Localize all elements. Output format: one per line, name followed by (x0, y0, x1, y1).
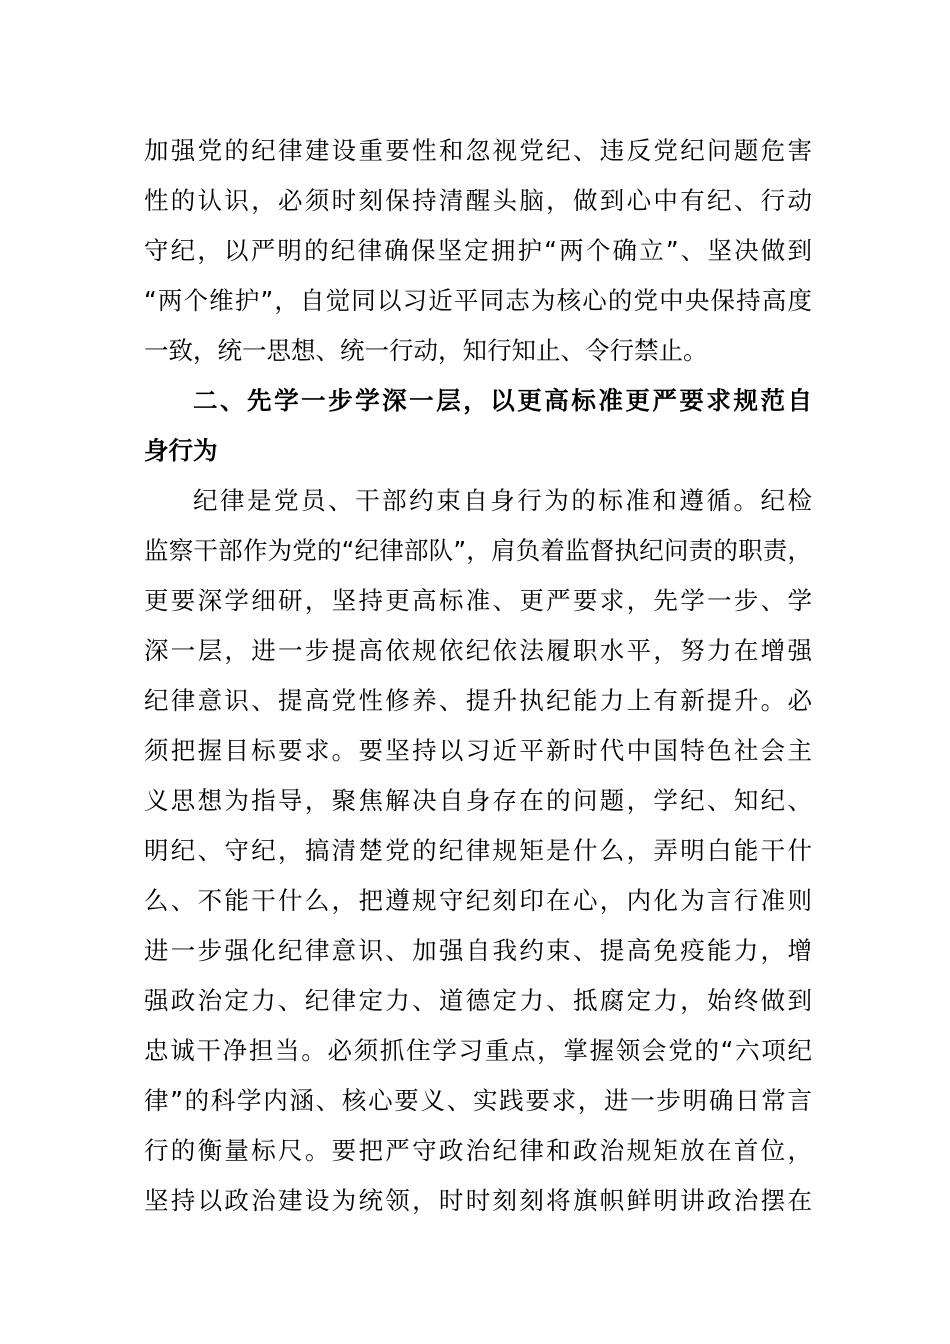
text-line: 纪律是党员、干部约束自身行为的标准和遵循。纪检 (193, 486, 812, 515)
text-line: 更要深学细研，坚持更高标准、更严要求，先学一步、学 (144, 586, 812, 615)
heading-line: 二、先学一步学深一层，以更高标准更严要求规范自 (193, 386, 812, 415)
section-heading (144, 376, 812, 476)
text-line: 强政治定力、纪律定力、道德定力、抵腐定力，始终做到 (144, 986, 812, 1015)
text-line: 深一层，进一步提高依规依纪依法履职水平，努力在增强 (144, 636, 812, 665)
text-line: 义思想为指导，聚焦解决自身存在的问题，学纪、知纪、 (144, 786, 812, 815)
text-line: 进一步强化纪律意识、加强自我约束、提高免疫能力，增 (144, 936, 812, 965)
text-line: 加强党的纪律建设重要性和忽视党纪、违反党纪问题危害 (144, 136, 812, 165)
text-line: 行的衡量标尺。要把严守政治纪律和政治规矩放在首位， (144, 1136, 812, 1165)
paragraph-discipline (144, 476, 812, 1226)
text-line: 纪律意识、提高党性修养、提升执纪能力上有新提升。必 (144, 686, 812, 715)
text-line: 性的认识，必须时刻保持清醒头脑，做到心中有纪、行动 (144, 186, 812, 215)
text-line: 一致，统一思想、统一行动，知行知止、令行禁止。 (144, 336, 708, 365)
text-line: 监察干部作为党的“纪律部队”，肩负着监督执纪问责的职责， (144, 536, 812, 565)
text-line: 律”的科学内涵、核心要义、实践要求，进一步明确日常言 (144, 1086, 812, 1115)
text-line: 忠诚干净担当。必须抓住学习重点，掌握领会党的“六项纪 (144, 1036, 812, 1065)
paragraph-continuation (144, 126, 812, 376)
text-line: 明纪、守纪，搞清楚党的纪律规矩是什么，弄明白能干什 (144, 836, 812, 865)
text-line: 么、不能干什么，把遵规守纪刻印在心，内化为言行准则 (144, 886, 812, 915)
document-body (144, 126, 812, 1226)
text-line: “两个维护”，自觉同以习近平同志为核心的党中央保持高度 (144, 286, 812, 315)
text-line: 守纪，以严明的纪律确保坚定拥护“两个确立”、坚决做到 (144, 236, 812, 265)
text-line: 坚持以政治建设为统领，时时刻刻将旗帜鲜明讲政治摆在 (144, 1186, 812, 1215)
text-line: 须把握目标要求。要坚持以习近平新时代中国特色社会主 (144, 736, 812, 765)
heading-line: 身行为 (144, 436, 218, 465)
